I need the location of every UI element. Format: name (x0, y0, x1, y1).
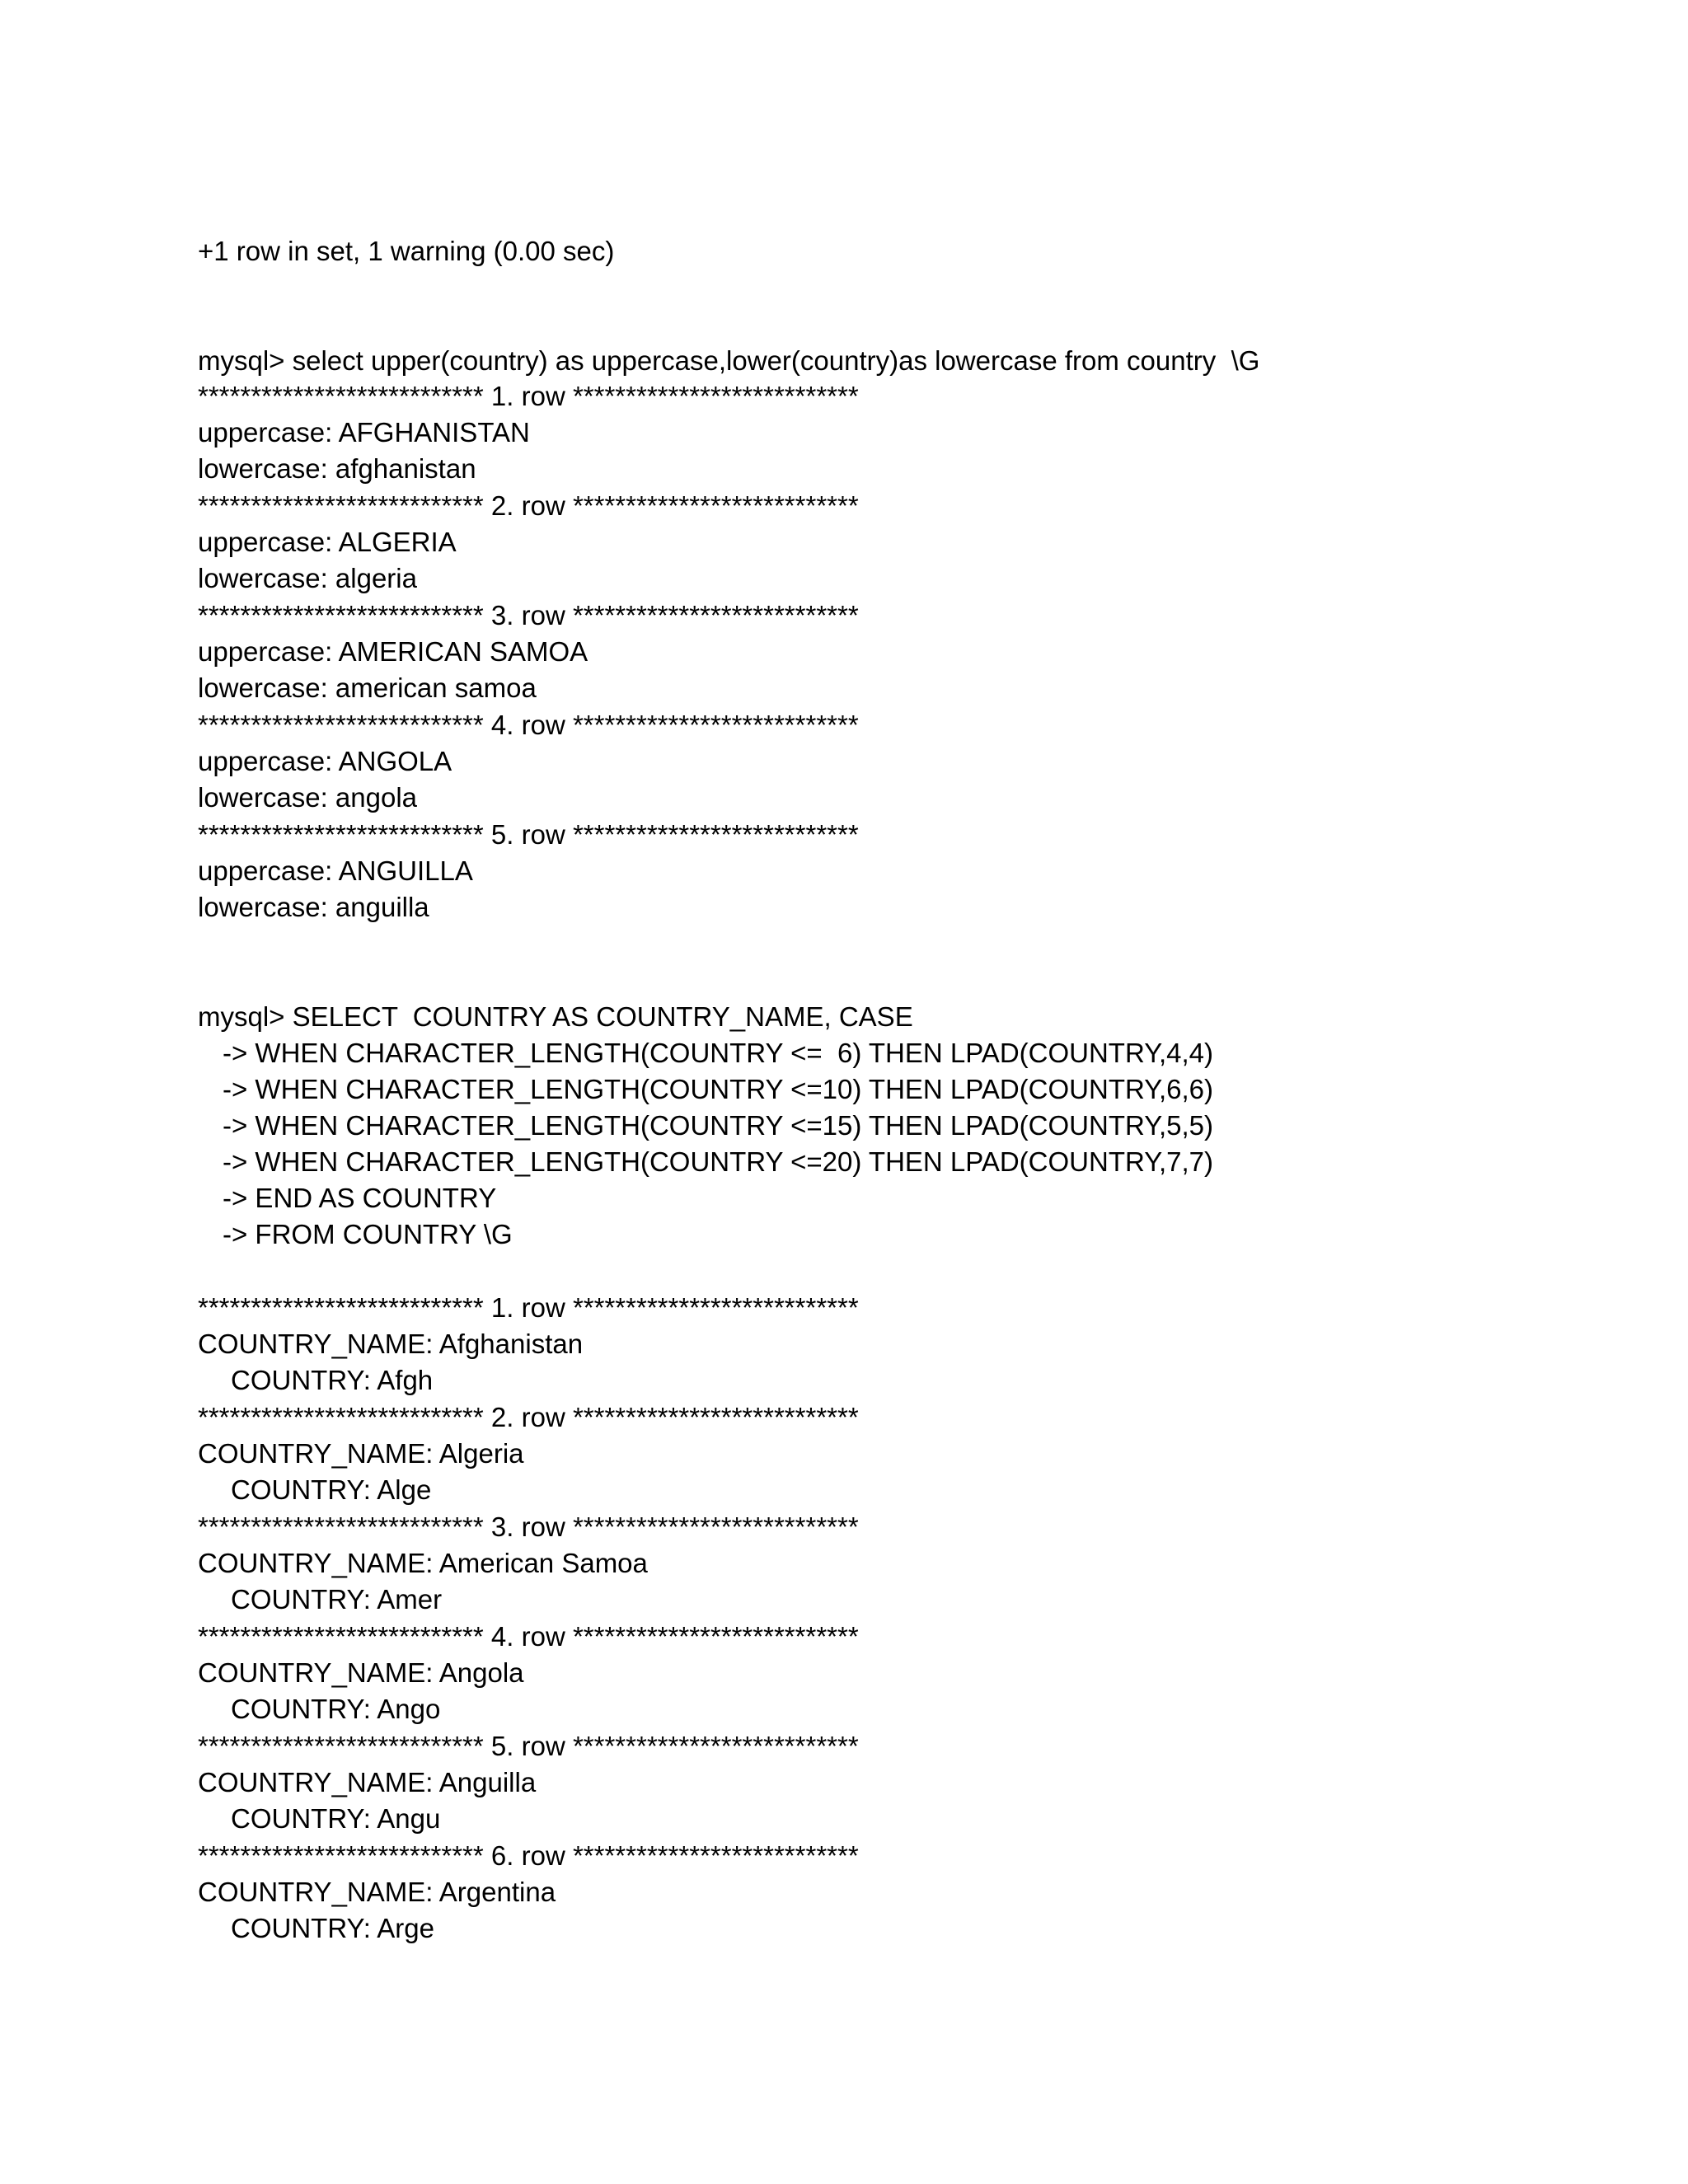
uppercase-value: uppercase: ALGERIA (198, 527, 457, 557)
row-separator: *************************** 2. row *************************** (198, 490, 859, 521)
lowercase-value: lowercase: afghanistan (198, 453, 476, 484)
row-separator: *************************** 4. row *************************** (198, 1621, 859, 1652)
country-name-value: COUNTRY_NAME: Angola (198, 1657, 524, 1688)
query2-prompt-line: mysql> SELECT COUNTRY AS COUNTRY_NAME, CASE (198, 1001, 913, 1032)
status-line: +1 row in set, 1 warning (0.00 sec) (198, 236, 615, 266)
row-separator: *************************** 3. row *************************** (198, 600, 859, 630)
country-value: COUNTRY: Alge (231, 1474, 432, 1505)
row-separator: *************************** 1. row *************************** (198, 381, 859, 411)
continuation-line: -> FROM COUNTRY \G (223, 1219, 513, 1249)
uppercase-value: uppercase: AFGHANISTAN (198, 417, 530, 448)
country-name-value: COUNTRY_NAME: Argentina (198, 1877, 556, 1907)
row-separator: *************************** 5. row *************************** (198, 819, 859, 850)
country-value: COUNTRY: Angu (231, 1803, 441, 1834)
uppercase-value: uppercase: ANGOLA (198, 746, 452, 776)
continuation-line: -> WHEN CHARACTER_LENGTH(COUNTRY <=15) THEN LPAD(COUNTRY,5,5) (223, 1110, 1214, 1141)
query1-prompt-line: mysql> select upper(country) as uppercase,lower(country)as lowercase from country \G (198, 345, 1260, 376)
continuation-line: -> END AS COUNTRY (223, 1183, 497, 1213)
country-name-value: COUNTRY_NAME: Algeria (198, 1438, 524, 1469)
row-separator: *************************** 1. row *************************** (198, 1292, 859, 1323)
lowercase-value: lowercase: angola (198, 782, 417, 813)
lowercase-value: lowercase: american samoa (198, 673, 537, 703)
continuation-line: -> WHEN CHARACTER_LENGTH(COUNTRY <= 6) THEN LPAD(COUNTRY,4,4) (223, 1038, 1213, 1068)
country-value: COUNTRY: Ango (231, 1694, 441, 1724)
country-name-value: COUNTRY_NAME: Anguilla (198, 1767, 537, 1797)
row-separator: *************************** 6. row *************************** (198, 1840, 859, 1871)
uppercase-value: uppercase: ANGUILLA (198, 855, 473, 886)
continuation-line: -> WHEN CHARACTER_LENGTH(COUNTRY <=10) THEN LPAD(COUNTRY,6,6) (223, 1074, 1214, 1104)
country-value: COUNTRY: Amer (231, 1584, 443, 1615)
lowercase-value: lowercase: anguilla (198, 892, 429, 922)
country-name-value: COUNTRY_NAME: American Samoa (198, 1548, 648, 1578)
continuation-line: -> WHEN CHARACTER_LENGTH(COUNTRY <=20) THEN LPAD(COUNTRY,7,7) (223, 1146, 1214, 1177)
country-value: COUNTRY: Arge (231, 1913, 434, 1943)
country-name-value: COUNTRY_NAME: Afghanistan (198, 1329, 584, 1359)
country-value: COUNTRY: Afgh (231, 1365, 434, 1395)
row-separator: *************************** 3. row *************************** (198, 1511, 859, 1542)
row-separator: *************************** 2. row *************************** (198, 1402, 859, 1432)
row-separator: *************************** 5. row *************************** (198, 1731, 859, 1761)
uppercase-value: uppercase: AMERICAN SAMOA (198, 636, 588, 667)
lowercase-value: lowercase: algeria (198, 563, 417, 593)
row-separator: *************************** 4. row *************************** (198, 710, 859, 740)
